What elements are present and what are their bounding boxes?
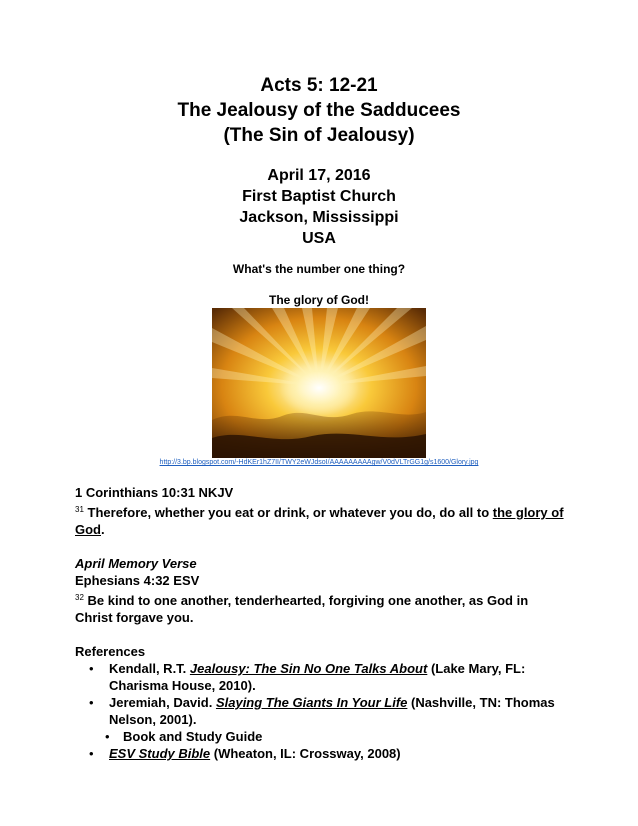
reference-item	[75, 660, 565, 694]
references-list	[75, 660, 565, 762]
reference-publisher: (Lake Mary, FL: Charisma House, 2010).	[109, 661, 526, 693]
verse1-number: 31	[75, 505, 84, 514]
verse1-text-before: Therefore, whether you eat or drink, or whatever you do, do all to	[87, 505, 493, 520]
reference-author: Kendall, R.T.	[109, 661, 190, 676]
reference-publisher: (Nashville, TN: Thomas Nelson, 2001).	[109, 695, 555, 727]
church-name: First Baptist Church	[242, 188, 396, 205]
bullet-icon: •	[89, 695, 94, 710]
verse1-reference: 1 Corinthians 10:31 NKJV	[75, 485, 234, 500]
body-content	[75, 484, 565, 762]
verse1-text-after: .	[101, 522, 105, 537]
bullet-icon: •	[105, 729, 110, 744]
bullet-icon: •	[89, 661, 94, 676]
verse1-text	[75, 501, 565, 538]
answer-text: The glory of God!	[269, 293, 369, 307]
church-city: Jackson, Mississippi	[239, 209, 399, 226]
sermon-title: The Jealousy of the Sadducees	[177, 100, 461, 121]
reference-publisher: (Wheaton, IL: Crossway, 2008)	[210, 746, 401, 761]
reference-title: Slaying The Giants In Your Life	[215, 695, 408, 710]
reference-author: Jeremiah, David.	[109, 695, 216, 710]
memory-verse-text: Be kind to one another, tenderhearted, forgiving one another, as God in Christ forgave you.	[75, 593, 529, 625]
info-block	[0, 165, 638, 249]
reference-sub-item-text: Book and Study Guide	[123, 729, 263, 744]
reference-sub-item	[105, 728, 565, 745]
church-country: USA	[302, 230, 336, 247]
reference-item	[75, 745, 565, 762]
sermon-date: April 17, 2016	[267, 167, 371, 184]
memory-text	[75, 589, 565, 626]
question-text: What's the number one thing?	[232, 262, 406, 276]
sermon-subtitle: (The Sin of Jealousy)	[223, 125, 415, 146]
title-block	[0, 73, 638, 148]
sermon-passage: Acts 5: 12-21	[260, 75, 378, 96]
memory-verse-number: 32	[75, 593, 84, 602]
glory-image	[212, 308, 426, 458]
memory-reference: Ephesians 4:32 ESV	[75, 573, 200, 588]
reference-item	[75, 694, 565, 745]
reference-title: Jealousy: The Sin No One Talks About	[189, 661, 428, 676]
memory-heading: April Memory Verse	[75, 556, 197, 571]
image-source-link[interactable]: http://3.bp.blogspot.com/-HdKEr1hZ7II/TWY2eWJdsoI/AAAAAAAAAgw/V0dVLTrGG1g/s1600/Glory.jpg	[159, 459, 479, 466]
references-heading: References	[75, 644, 146, 659]
reference-title: ESV Study Bible	[109, 746, 211, 761]
bullet-icon: •	[89, 746, 94, 761]
reference-sublist	[105, 728, 565, 745]
verse1-text-underlined: the glory of God	[75, 505, 564, 537]
